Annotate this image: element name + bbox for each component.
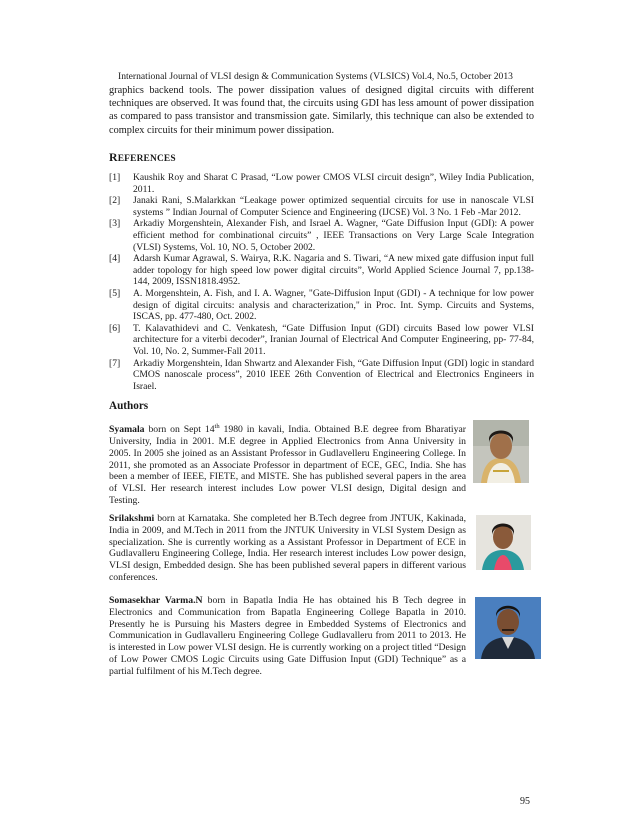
reference-text: Adarsh Kumar Agrawal, S. Wairya, R.K. Nagaria and S. Tiwari, “A new mixed gate diffusion input full adder topology for high speed low power digital circuits”, World Applied Science Journal 7, pp.138-144, 2009, ISSN1818.4952.	[133, 253, 534, 288]
reference-text: T. Kalavathidevi and C. Venkatesh, “Gate Diffusion Input (GDI) circuits Based low power VLSI architecture for a viterbi decoder”, Iranian Journal of Electrical And Computer Engineering, pp- 77-84, Vol. 10, No. 2, Summer-Fall 2011.	[133, 322, 534, 357]
reference-item	[109, 358, 534, 393]
author-bio-3	[109, 595, 466, 678]
reference-number: [7]	[109, 357, 121, 369]
reference-item	[109, 323, 534, 358]
reference-item	[109, 218, 534, 253]
reference-number: [3]	[109, 218, 121, 230]
author-bio-2	[109, 513, 466, 584]
reference-text: Arkadiy Morgenshtein, Alexander Fish, and Israel A. Wagner, “Gate Diffusion Input (GDI): A power efficient method for combinational circuits” , IEEE Transactions on Very Large Scale Integration (VLSI) Systems, Vol. 10, NO. 5, October 2002.	[133, 218, 534, 253]
author-photo-1	[473, 420, 529, 483]
reference-text: A. Morgenshtein, A. Fish, and I. A. Wagner, "Gate-Diffusion Input (GDI) - A technique for low power design of digital circuits: analysis and characterization," in Proc. Int. Symp. Circuits and Systems, ISCAS, pp. 477-480, Oct. 2002.	[133, 287, 534, 323]
author-bio-1	[109, 421, 466, 507]
reference-item	[109, 195, 534, 218]
author-bio-text: born on Sept 14	[144, 424, 215, 436]
author-name: Srilakshmi	[109, 513, 155, 524]
journal-header: International Journal of VLSI design & Communication Systems (VLSICS) Vol.4, No.5, October 2013	[118, 71, 513, 82]
reference-text: Kaushik Roy and Sharat C Prasad, “Low power CMOS VLSI circuit design”, Wiley India Publication, 2011.	[133, 172, 534, 195]
author-name: Somasekhar Varma.N	[109, 595, 203, 606]
author-portrait-image	[475, 597, 541, 659]
author-photo-3	[475, 597, 541, 659]
reference-text: Arkadiy Morgenshtein, Idan Shwartz and Alexander Fish, “Gate Diffusion Input (GDI) logic in standard CMOS nanoscale process”, 2010 IEEE 26th Convention of Electrical and Electronics Engineers in Israel.	[133, 357, 534, 392]
author-photo-2	[476, 515, 531, 570]
reference-item	[109, 288, 534, 323]
author-bio-text: born in Bapatla India He has obtained his B Tech degree in Electronics and Communication from Bapatla Engineering College Bapatla in 2010. Presently he is Pursuing his Masters degree in Embedded Systems of Electronics and Communication in Gudlavalleru Engineering College Gudlavalleru from 2011 to 2013. He is interested in Low power VLSI design. He is currently working on a project titled “Design of Low Power CMOS Logic Circuits using Gate Diffusion Input (GDI) Technique” as a partial fulfilment of his M.Tech degree.	[109, 595, 466, 677]
reference-number: [1]	[109, 172, 121, 183]
author-name: Syamala	[109, 424, 145, 436]
page-number: 95	[520, 796, 530, 807]
reference-number: [4]	[109, 253, 121, 265]
references-heading	[109, 150, 176, 165]
reference-number: [2]	[109, 195, 121, 207]
references-heading-rest: EFERENCES	[117, 154, 176, 164]
author-portrait-image	[476, 515, 531, 570]
authors-heading: Authors	[109, 400, 149, 412]
author-bio-text: born at Karnataka. She completed her B.Tech degree from JNTUK, Kakinada, India in 2009, and M.Tech in 2011 from the JNTUK University in VLSI System Design as specialization. She is currently working as a Assistant Professor in Department of ECE in Gudlavalleru Engineering College, India. Her research interest includes Low power design, VLSI design, Embedded design. She has been published several papers in different various conferences.	[109, 513, 466, 583]
author-bio-text: 1980 in kavali, India. Obtained B.E degree from Bharatiyar University, India in 2001. M.E degree in Applied Electronics from Anna University in 2005. In 2005 she joined as an Assistant Professor in Gudlavelleru Engineering College. In 2011, she promoted as an Associate Professor in department of ECE, GEC, India. She has been a member of IEEE, FIETE, and MISTE. She has published several papers in the area of VLSI. Her research interest includes Low power VLSI design, Digital design and Testing.	[109, 424, 466, 507]
references-list	[109, 172, 534, 392]
reference-number: [6]	[109, 322, 121, 334]
reference-item	[109, 253, 534, 288]
superscript: th	[214, 423, 220, 430]
author-portrait-image	[473, 420, 529, 483]
intro-paragraph: graphics backend tools. The power dissipation values of designed digital circuits with different techniques are observed. It was found that, the circuits using GDI has less amount of power dissipation as compared to pass transistor and transmission gate. Similarly, this technique can also be extended to complex circuits for their minimum power dissipation.	[109, 85, 534, 136]
reference-number: [5]	[109, 287, 121, 299]
references-heading-initial: R	[109, 150, 118, 164]
reference-text: Janaki Rani, S.Malarkkan “Leakage power optimized sequential circuits for use in nanoscale VLSI systems ” Indian Journal of Computer Science and Engineering (IJCSE) Vol. 3 No. 1 Feb -Mar 2012.	[133, 195, 534, 218]
reference-item	[109, 172, 534, 195]
